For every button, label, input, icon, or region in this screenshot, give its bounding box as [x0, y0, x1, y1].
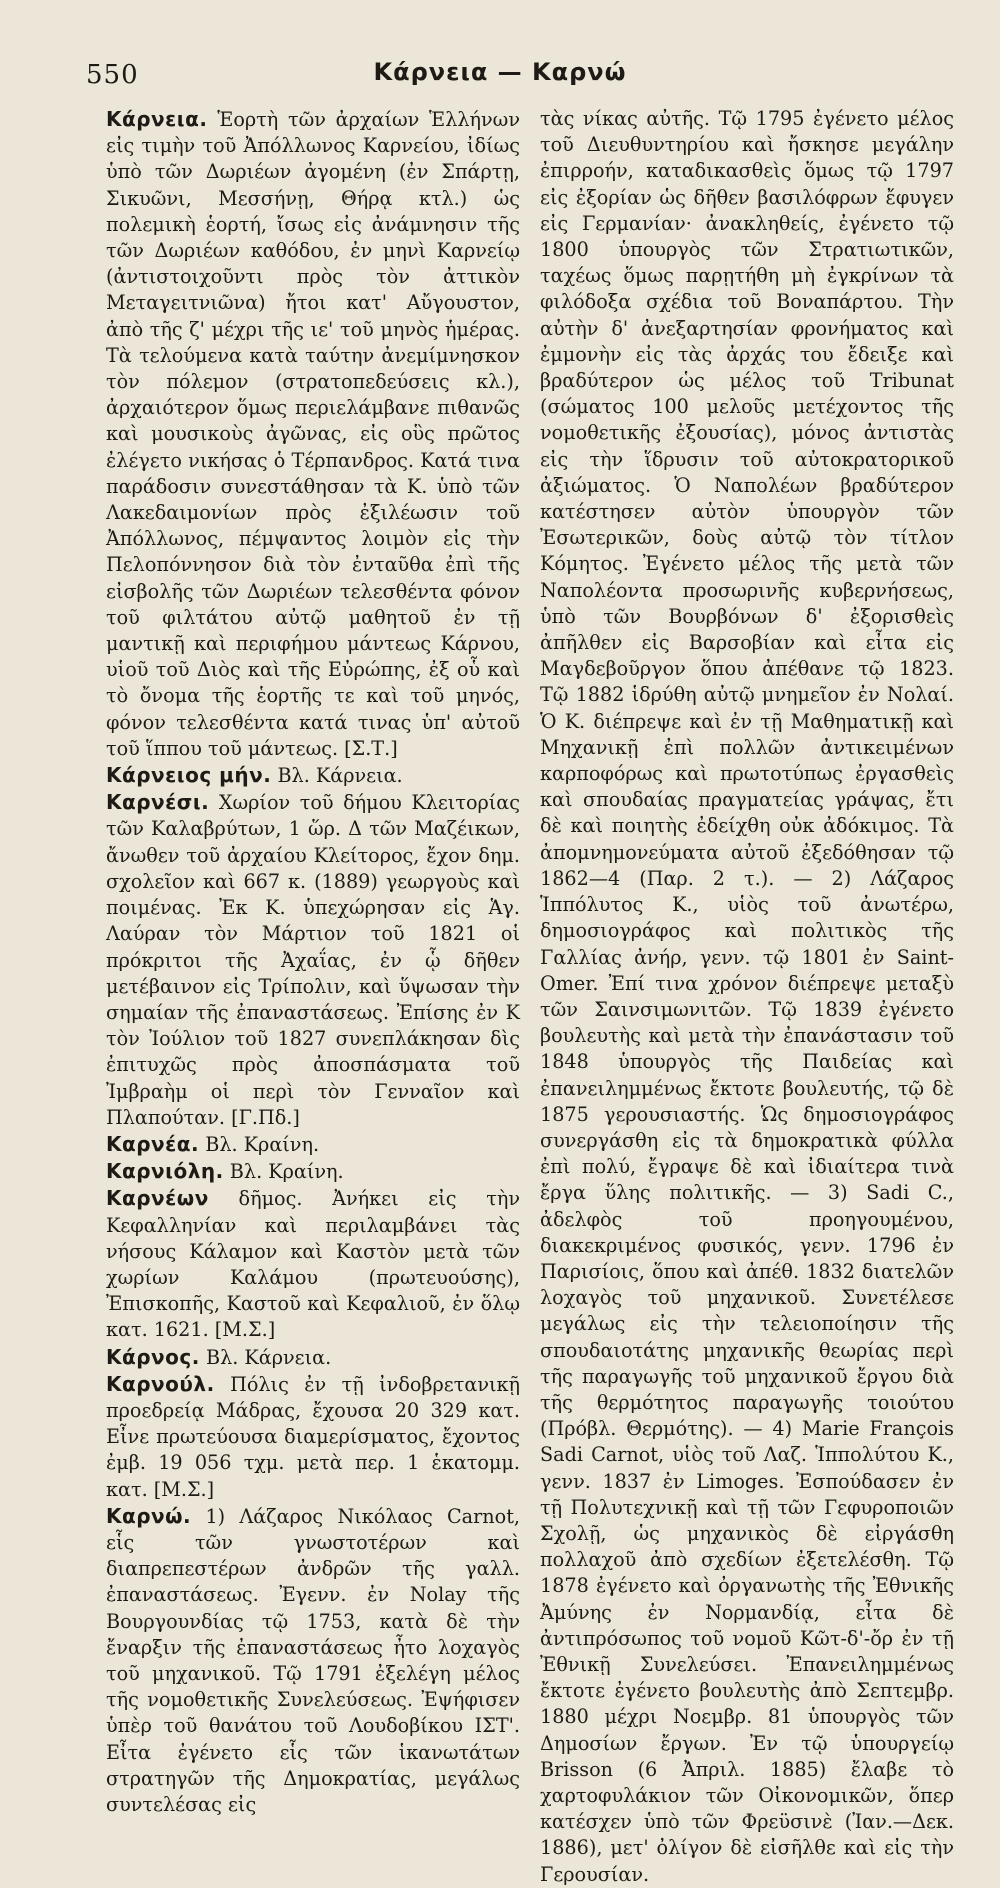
dictionary-entry	[106, 1158, 520, 1185]
entry-text: τὰς νίκας αὐτῆς. Τῷ 1795 ἐγένετο μέλος τοῦ Διευθυντηρίου καὶ ἤσκησε μεγάλην ἐπιρροήν, καταδικασθεὶς ὅμως τῷ 1797 εἰς ἐξορίαν ὡς δῆθεν βασιλόφρων ἔφυγεν εἰς Γερμανίαν· ἀνακληθείς, ἐγένετο τῷ 1800 ὑπουργὸς τῶν Στρατιωτικῶν, ταχέως ὅμως παρῃτήθη μὴ ἐγκρίνων τὰ φιλόδοξα σχέδια τοῦ Βοναπάρτου. Τὴν αὐτὴν δ' ἀνεξαρτησίαν φρονήματος καὶ ἐμμονὴν εἰς τὰς ἀρχάς του ἔδειξε καὶ βραδύτερον ὡς μέλος τοῦ Tribunat (σώματος 100 μελοῦς μετέχοντος τῆς νομοθετικῆς ἐξουσίας), μόνος ἀντιστὰς εἰς τὴν ἵδρυσιν τοῦ αὐτοκρατορικοῦ ἀξιώματος. Ὁ Ναπολέων βραδύτερον κατέστησεν αὐτὸν ὑπουργὸν τῶν Ἐσωτερικῶν, δοὺς αὐτῷ τὸν τίτλον Κόμητος. Ἐγένετο μέλος τῆς μετὰ τῶν Ναπολέοντα προσωρινῆς κυβερνήσεως, ὑπὸ τῶν Βουρβόνων δ' ἐξορισθεὶς ἀπῆλθεν εἰς Βαρσοβίαν καὶ εἶτα εἰς Μαγδεβοῦργον ὅπου ἀπέθανε τῷ 1823. Τῷ 1882 ἱδρύθη αὐτῷ μνημεῖον ἐν Νολαί. Ὁ Κ. διέπρεψε καὶ ἐν τῇ Μαθηματικῇ καὶ Μηχανικῇ ἐπὶ πολλῶν ἀντικειμένων καρποφόρως καὶ πρωτοτύπως ἐργασθεὶς καὶ σπουδαίας πραγματείας γράψας, ἔτι δὲ καὶ ποιητὴς ἐδείχθη οὐκ ἀδόκιμος. Τὰ ἀπομνημονεύματα αὐτοῦ ἐξεδόθησαν τῷ 1862—4 (Παρ. 2 τ.). — 2) Λάζαρος Ἱππόλυτος Κ., υἱὸς τοῦ ἀνωτέρω, δημοσιογράφος καὶ πολιτικὸς τῆς Γαλλίας ἀνήρ, γενν. τῷ 1801 ἐν Saint-Omer. Ἐπί τινα χρόνον διέπρεψε μεταξὺ τῶν Σαινσιμωνιτῶν. Τῷ 1839 ἐγένετο βουλευτὴς καὶ μετὰ τὴν ἐπανάστασιν τοῦ 1848 ὑπουργὸς τῆς Παιδείας καὶ ἐπανειλημμένως ἔκτοτε βουλευτής, τῷ δὲ 1875 γερουσιαστής. Ὡς δημοσιογράφος συνεργάσθη εἰς τὰ δημοκρατικὰ φύλλα ἐπὶ πολύ, ἔγραψε δὲ καὶ ἰδιαίτερα τινὰ ἔργα ὕλης πολιτικῆς. — 3) Sadi C., ἀδελφὸς τοῦ προηγουμένου, διακεκριμένος φυσικός, γενν. 1796 ἐν Παρισίοις, ὅπου καὶ ἀπέθ. 1832 διατελῶν λοχαγὸς τοῦ μηχανικοῦ. Συνετέλεσε μεγάλως εἰς τὴν τελειοποίησιν τῆς σπουδαιοτάτης μηχανικῆς θεωρίας περὶ τῆς παραγωγῆς τοῦ μηχανικοῦ ἔργου διὰ τῆς θερμότητος παραγωγῆς τοιούτου (Πρόβλ. Θερμότης). — 4) Marie François Sadi Carnot, υἱὸς τοῦ Λαζ. Ἱππολύτου Κ., γενν. 1837 ἐν Limoges. Ἐσπούδασεν ἐν τῇ Πολυτεχνικῇ καὶ τῇ τῶν Γεφυροποιῶν Σχολῇ, ὡς μηχανικὸς δὲ εἰργάσθη πολλαχοῦ ἀπὸ σχεδίων ἐξετελέσθη. Τῷ 1878 ἐγένετο καὶ ὀργανωτὴς τῆς Ἐθνικῆς Ἀμύνης ἐν Νορμανδίᾳ, εἶτα δὲ ἀντιπρόσωπος τοῦ νομοῦ Κῶτ-δ'-ὄρ ἐν τῇ Ἐθνικῇ Συνελεύσει. Ἐπανειλημμένως ἔκτοτε ἐγένετο βουλευτὴς ἀπὸ Σεπτεμβρ. 1880 μέχρι Νοεμβρ. 81 ὑπουργὸς τῶν Δημοσίων ἔργων. Ἐν τῷ ὑπουργείῳ Brisson (6 Ἀπριλ. 1885) ἔλαβε τὸ χαρτοφυλάκιον τῶν Οἰκονομικῶν, ὅπερ κατέσχεν ὑπὸ τῶν Φρεϋσινὲ (Ἰαν.—Δεκ. 1886), μετ' ὀλίγον δὲ εἰσῆλθε καὶ εἰς τὴν Γερουσίαν.	[540, 107, 954, 1886]
dictionary-entry	[106, 789, 520, 1131]
entry-text: δῆμος. Ἀνήκει εἰς τὴν Κεφαλληνίαν καὶ περιλαμβάνει τὰς νήσους Κάλαμον καὶ Καστὸν μετὰ τῶν χωρίων Καλάμου (πρωτευούσης), Ἐπισκοπῆς, Καστοῦ καὶ Κεφαλιοῦ, ἐν ὅλῳ κατ. 1621. [Μ.Σ.]	[106, 1187, 520, 1342]
entry-headword: Καρνούλ.	[106, 1371, 215, 1396]
page-number: 550	[86, 60, 139, 90]
entry-text: Βλ. Κραίνη.	[199, 1132, 320, 1156]
dictionary-entry	[106, 1131, 520, 1158]
entry-text: Βλ. Κάρνεια.	[199, 1345, 332, 1369]
entry-headword: Καρνέσι.	[106, 790, 210, 815]
entry-text: Ἑορτὴ τῶν ἀρχαίων Ἑλλήνων εἰς τιμὴν τοῦ Ἀπόλλωνος Καρνείου, ἰδίως ὑπὸ τῶν Δωριέων ἀγομένη (ἐν Σπάρτῃ, Σικυῶνι, Μεσσήνῃ, Θήρᾳ κτλ.) ὡς πολεμικὴ ἑορτή, ἴσως εἰς ἀνάμνησιν τῆς τῶν Δωριέων καθόδου, ἐν μηνὶ Καρνείῳ (ἀντιστοιχοῦντι πρὸς τὸν ἀττικὸν Μεταγειτνιῶνα) ἤτοι κατ' Αὔγουστον, ἀπὸ τῆς ζ' μέχρι τῆς ιε' τοῦ μηνὸς ἡμέρας. Τὰ τελούμενα κατὰ ταύτην ἀνεμίμνησκον τὸν πόλεμον (στρατοπεδεύσεις κλ.), ἀρχαιότερον ὅμως περιελάμβανε πιθανῶς καὶ μουσικοὺς ἀγῶνας, εἰς οὓς πρῶτος ἐλέγετο νικήσας ὁ Τέρπανδρος. Κατά τινα παράδοσιν συνεστάθησαν τὰ Κ. ὑπὸ τῶν Λακεδαιμονίων πρὸς ἐξιλέωσιν τοῦ Ἀπόλλωνος, πέμψαντος λοιμὸν εἰς τὴν Πελοπόννησον διὰ τὸν ἐνταῦθα ἐπὶ τῆς εἰσβολῆς τῶν Δωριέων τελεσθέντα φόνον τοῦ φιλτάτου αὐτῷ μαθητοῦ ἐν τῇ μαντικῇ καὶ περιφήμου μάντεως Κάρνου, υἱοῦ τοῦ Διὸς καὶ τῆς Εὐρώπης, ἐξ οὗ καὶ τὸ ὄνομα τῆς ἑορτῆς τε καὶ τοῦ μηνός, φόνον τελεσθέντα κατά τινας ὑπ' αὐτοῦ τοῦ ἵππου τοῦ μάντεως. [Σ.Τ.]	[106, 108, 520, 760]
dictionary-entry	[106, 1503, 520, 1818]
entry-headword: Καρνέων	[106, 1186, 209, 1211]
entry-headword: Καρνώ.	[106, 1503, 192, 1528]
entry-text: Χωρίον τοῦ δήμου Κλειτορίας τῶν Καλαβρύτων, 1 ὥρ. Δ τῶν Μαζέικων, ἄνωθεν τοῦ ἀρχαίου Κλείτορος, ἔχον δημ. σχολεῖον καὶ 667 κ. (1889) γεωργοὺς καὶ ποιμένας. Ἐκ Κ. ὑπεχώρησαν εἰς Ἁγ. Λαύραν τὸν Μάρτιον τοῦ 1821 οἱ πρόκριτοι τῆς Ἀχαΐας, ἐν ᾧ δῆθεν μετέβαινον εἰς Τρίπολιν, καὶ ὕψωσαν τὴν σημαίαν τῆς ἐπαναστάσεως. Ἐπίσης ἐν Κ τὸν Ἰούλιον τοῦ 1827 συνεπλάκησαν δὶς ἐπιτυχῶς πρὸς ἀποσπάσματα τοῦ Ἰμβραὴμ οἱ περὶ τὸν Γενναῖον καὶ Πλαπούταν. [Γ.Πδ.]	[106, 791, 520, 1129]
dictionary-entry	[106, 1185, 520, 1343]
dictionary-entry	[540, 106, 954, 1888]
entry-headword: Κάρνειος μήν.	[106, 763, 272, 788]
entry-headword: Κάρνεια.	[106, 107, 208, 131]
entry-headword: Καρνιόλη.	[106, 1159, 224, 1184]
entry-headword: Κάρνος.	[106, 1344, 200, 1369]
text-columns	[106, 106, 954, 1888]
running-head: Κάρνεια — Καρνώ	[373, 58, 627, 86]
entry-text: Βλ. Κάρνεια.	[271, 764, 403, 788]
left-column	[106, 106, 520, 1888]
dictionary-entry	[106, 762, 520, 789]
dictionary-entry	[106, 106, 520, 762]
right-column	[540, 106, 954, 1888]
entry-text: 1) Λάζαρος Νικόλαος Carnot, εἷς τῶν γνωστοτέρων καὶ διαπρεπεστέρων ἀνδρῶν τῆς γαλλ. ἐπαναστάσεως. Ἐγενν. ἐν Nolay τῆς Βουργουνδίας τῷ 1753, κατὰ δὲ τὴν ἔναρξιν τῆς ἐπαναστάσεως ἦτο λοχαγὸς τοῦ μηχανικοῦ. Τῷ 1791 ἐξελέγη μέλος τῆς νομοθετικῆς Συνελεύσεως. Ἐψήφισεν ὑπὲρ τοῦ θανάτου τοῦ Λουδοβίκου ΙΣΤ'. Εἶτα ἐγένετο εἷς τῶν ἱκανωτάτων στρατηγῶν τῆς Δημοκρατίας, μεγάλως συντελέσας εἰς	[106, 1504, 520, 1816]
entry-headword: Καρνέα.	[106, 1131, 200, 1156]
entry-text: Πόλις ἐν τῇ ἰνδοβρετανικῇ προεδρείᾳ Μάδρας, ἔχουσα 20 329 κατ. Εἶνε πρωτεύουσα διαμερίσματος, ἔχοντος ἐμβ. 19 056 τχμ. μετὰ περ. 1 ἑκατομμ. κατ. [Μ.Σ.]	[106, 1372, 520, 1501]
dictionary-entry	[106, 1344, 520, 1371]
entry-text: Βλ. Κραίνη.	[223, 1160, 344, 1184]
dictionary-entry	[106, 1371, 520, 1503]
